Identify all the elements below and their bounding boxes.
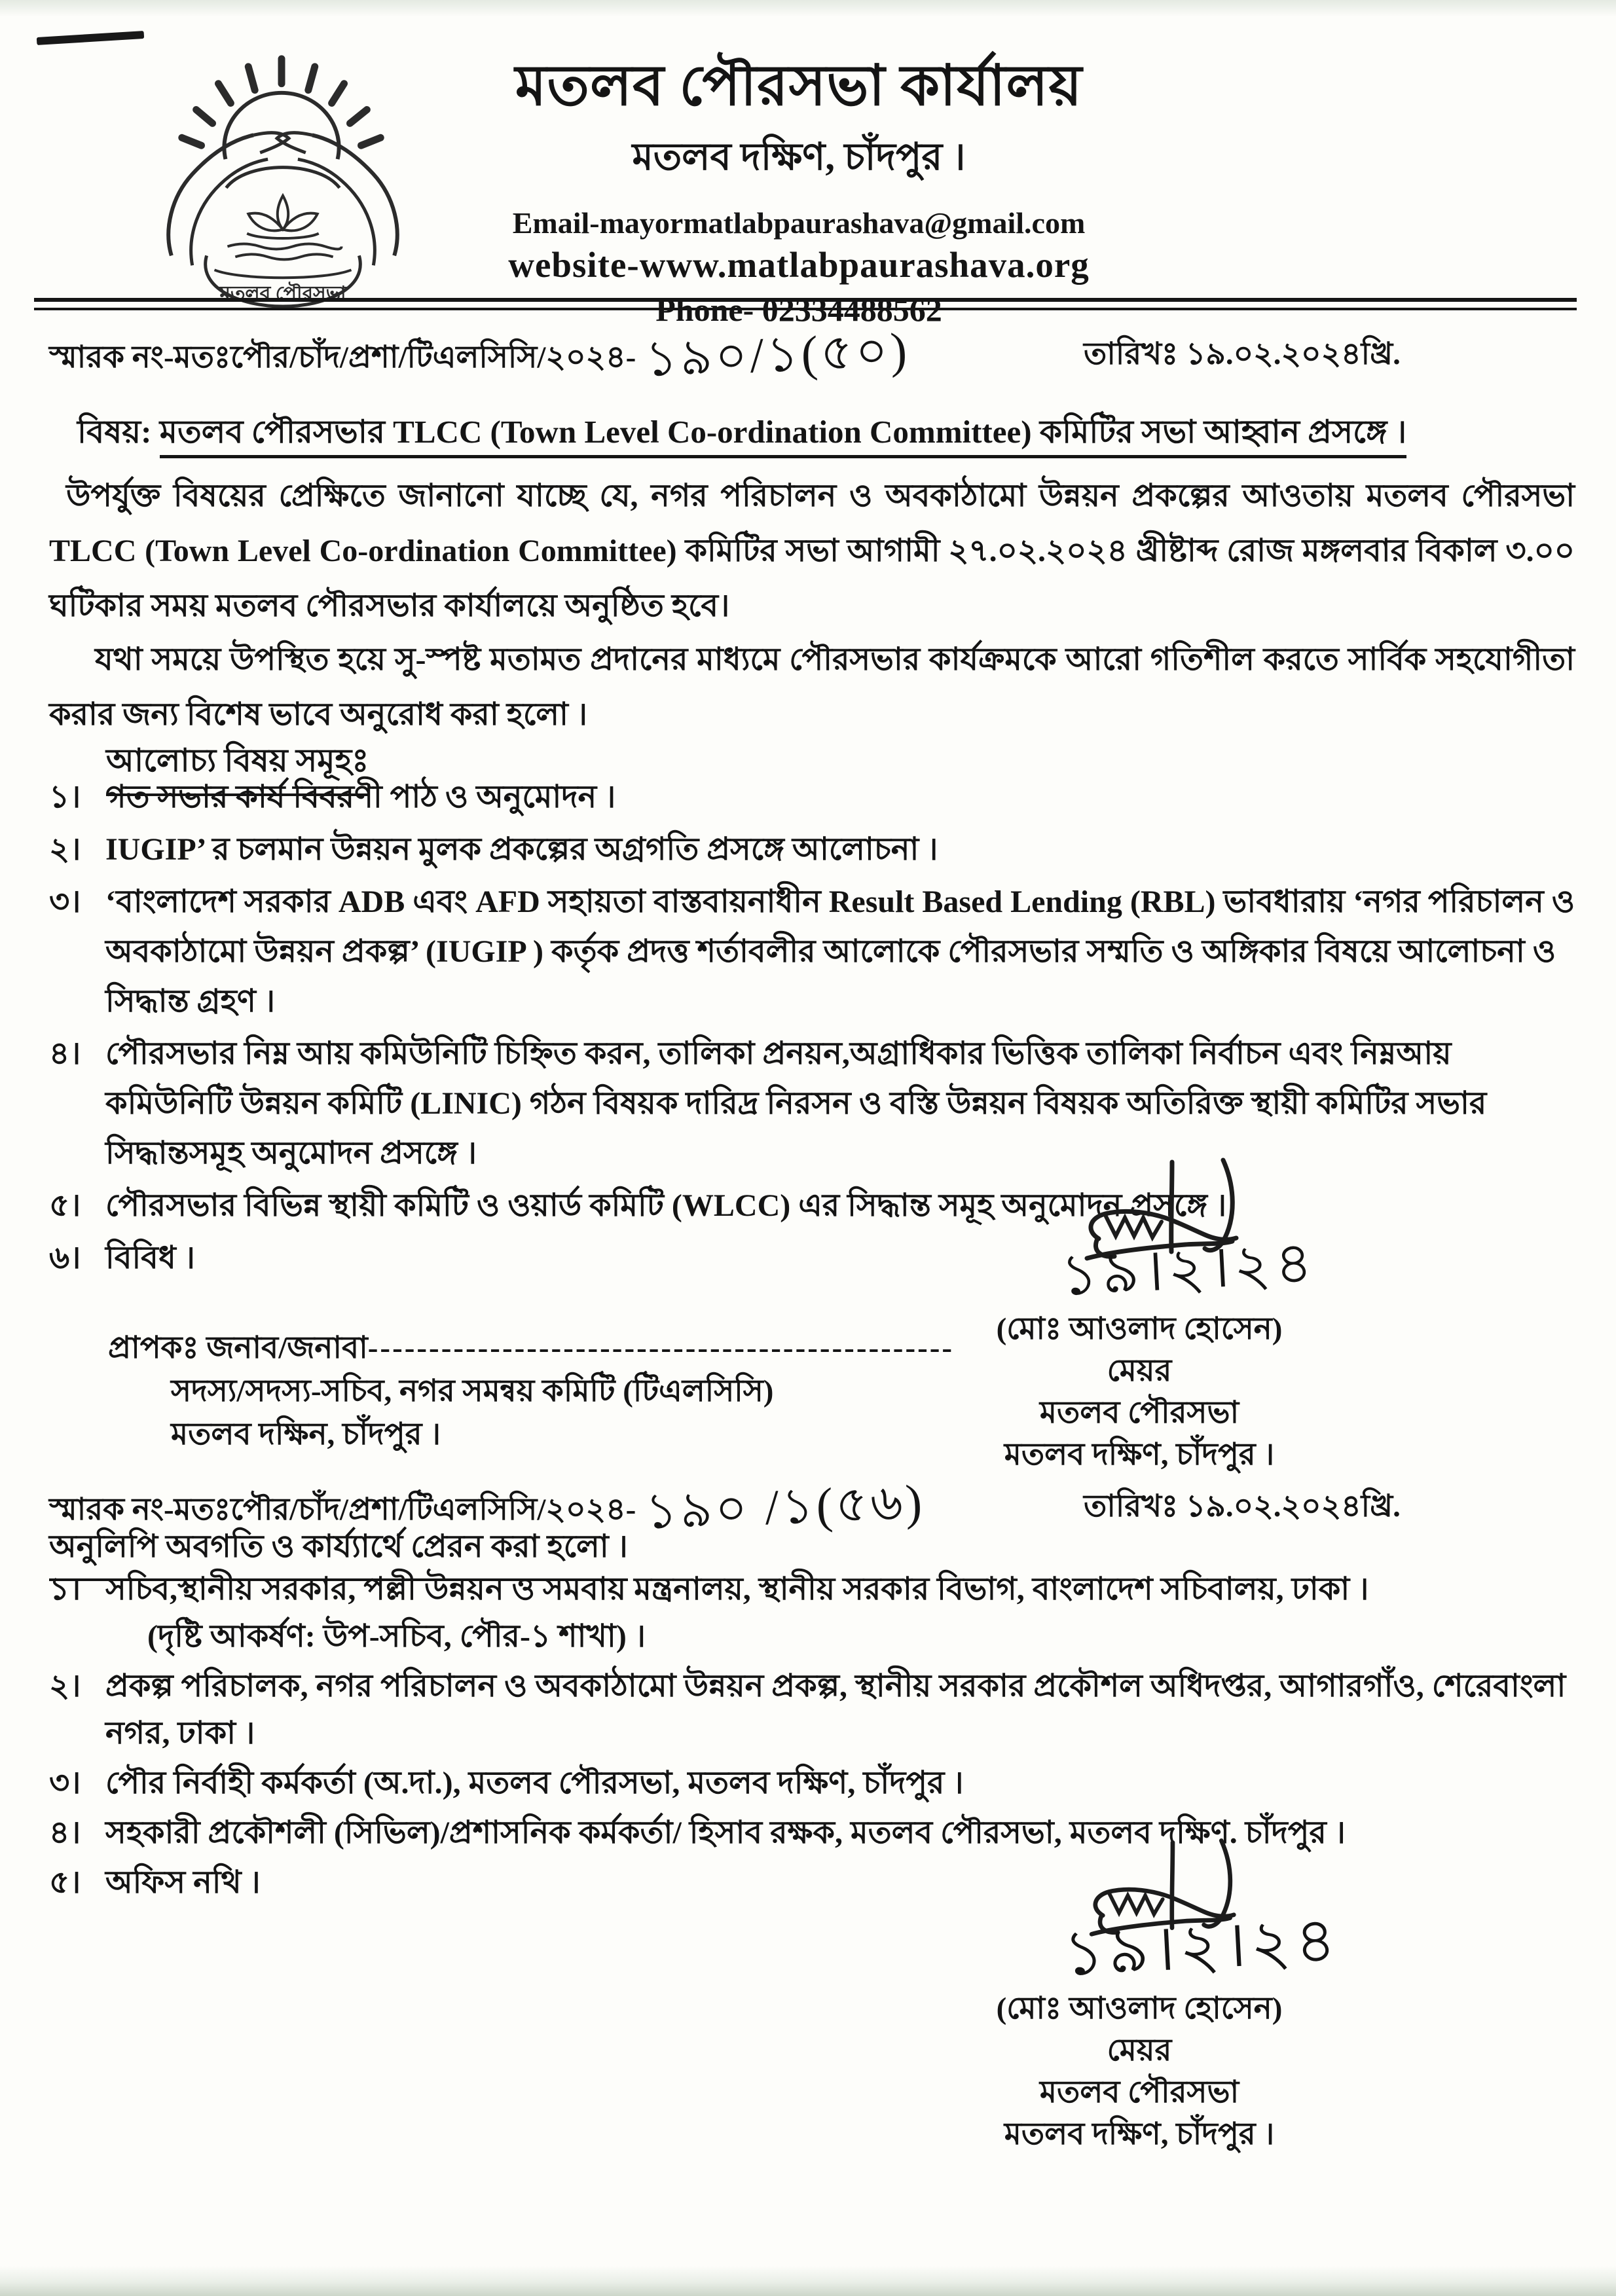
cc-item-number: ৩।	[49, 1766, 81, 1800]
agenda-item-text: IUGIP’ র চলমান উন্নয়ন মুলক প্রকল্পের অগ্রগতি প্রসঙ্গে আলোচনা ।	[105, 832, 938, 867]
signatory-place: মতলব দক্ষিণ, চাঁদপুর ।	[1004, 1438, 1275, 1472]
org-phone: Phone- 02334488562	[655, 291, 942, 328]
signature-handwritten-date: ১৯।২।২৪	[1061, 1904, 1342, 1989]
agenda-item-text: বিবিধ ।	[105, 1241, 195, 1275]
cc-item-number: ৪।	[49, 1815, 81, 1850]
mayor-signature-block-1	[936, 1152, 1342, 1476]
org-email: Email-mayormatlabpaurashava@gmail.com	[512, 206, 1086, 240]
agenda-item-text: গত সভার কার্য বিবরণী পাঠ ও অনুমোদন ।	[105, 780, 616, 814]
cc-list	[49, 1566, 1578, 1909]
cc-item-attention-note: (দৃষ্টি আকর্ষণ: উপ-সচিব, পৌর-১ শাখা) ।	[147, 1619, 646, 1654]
subject-label: বিষয়:	[77, 414, 152, 450]
header-divider-rule	[34, 298, 1577, 310]
cc-heading: অনুলিপি অবগতি ও কার্য্যার্থে প্রেরন করা হলো ।	[49, 1523, 628, 1581]
signatory-title: মেয়র	[1107, 2033, 1172, 2068]
agenda-item-text: পৌরসভার নিম্ন আয় কমিউনিটি চিহ্নিত করন, তালিকা প্রনয়ন,অগ্রাধিকার ভিত্তিক তালিকা নির্বাচন এবং নিম্নআয় কমিউনিটি উন্নয়ন কমিটি (LINIC) গঠন বিষয়ক দারিদ্র নিরসন ও বস্তি উন্নয়ন বিষয়ক অতিরিক্ত স্থায়ী কমিটির সভার সিদ্ধান্তসমূহ অনুমোদন প্রসঙ্গে ।	[105, 1036, 1487, 1171]
cc-item-number: ৫।	[49, 1865, 81, 1900]
recipient-label: প্রাপকঃ জনাব/জনাবা	[108, 1331, 368, 1365]
signatory-title: মেয়র	[1107, 1354, 1172, 1388]
agenda-item-number: ৫।	[49, 1188, 81, 1223]
recipient-line-1	[108, 1326, 954, 1370]
agenda-item	[49, 877, 1578, 1027]
cc-item	[49, 1859, 1578, 1906]
agenda-item-number: ৩।	[49, 884, 81, 919]
agenda-item	[49, 825, 1578, 875]
recipient-line-3: মতলব দক্ষিন, চাঁদপুর ।	[171, 1417, 441, 1451]
cc-item-text-main: সচিব,স্থানীয় সরকার, পল্লী উন্নয়ন ও সমবায় মন্ত্রনালয়, স্থানীয় সরকার বিভাগ, বাংলাদেশ সচিবালয়, ঢাকা ।	[105, 1572, 1369, 1607]
letterhead	[340, 55, 1257, 329]
memo1-handwritten-number: ১৯০/১(৫০)	[644, 322, 911, 388]
memo1-date: তারিখঃ ১৯.০২.২০২৪খ্রি.	[1084, 337, 1401, 371]
emblem-caption: মতলব পৌরসভা	[219, 283, 346, 305]
agenda-item-text: পৌরসভার বিভিন্ন স্থায়ী কমিটি ও ওয়ার্ড কমিটি (WLCC) এর সিদ্ধান্ত সমূহ অনুমোদন প্রসঙ্গে ।	[105, 1188, 1227, 1223]
signatory-name: (মোঃ আওলাদ হোসেন)	[996, 1992, 1283, 2026]
org-address: মতলব দক্ষিণ, চাঁদপুর ।	[632, 135, 966, 178]
signatory-org: মতলব পৌরসভা	[1039, 1396, 1240, 1430]
cc-item-text: পৌর নির্বাহী কর্মকর্তা (অ.দা.), মতলব পৌরসভা, মতলব দক্ষিণ, চাঁদপুর ।	[105, 1766, 964, 1800]
agenda-item-number: ২।	[49, 832, 81, 867]
agenda-item-number: ৬।	[49, 1241, 81, 1275]
scan-edge-bottom	[0, 2266, 1616, 2296]
cc-item-text	[105, 1566, 1578, 1660]
agenda-item	[49, 773, 1578, 822]
memo1-label: স্মারক নং-মতঃপৌর/চাঁদ/প্রশা/টিএলসিসি/২০২৪-	[49, 340, 636, 374]
agenda-item-text: ‘বাংলাদেশ সরকার ADB এবং AFD সহায়তা বাস্তবায়নাধীন Result Based Lending (RBL) ভাবধারায় ‘নগর পরিচালন ও অবকাঠামো উন্নয়ন প্রকল্প’ (IUGIP ) কর্তৃক প্রদত্ত শর্তাবলীর আলোকে পৌরসভার সম্মতি ও অঙ্গিকার বিষয়ে আলোচনা ও সিদ্ধান্ত গ্রহণ ।	[105, 884, 1575, 1019]
cc-item-text: অফিস নথি ।	[105, 1865, 261, 1900]
agenda-item	[49, 1029, 1578, 1178]
agenda-item	[49, 1233, 1578, 1283]
cc-item	[49, 1663, 1578, 1757]
org-website: website-www.matlabpaurashava.org	[508, 244, 1090, 285]
body-paragraph-1: উপর্যুক্ত বিষয়ের প্রেক্ষিতে জানানো যাচ্ছে যে, নগর পরিচালন ও অবকাঠামো উন্নয়ন প্রকল্পের আওতায় মতলব পৌরসভা TLCC (Town Level Co-ordination Committee) কমিটির সভা আগামী ২৭.০২.২০২৪ খ্রীষ্টাব্দ রোজ মঙ্গলবার বিকাল ৩.০০ ঘটিকার সময় মতলব পৌরসভার কার্যালয়ে অনুষ্ঠিত হবে।	[49, 479, 1575, 623]
signatory-org: মতলব পৌরসভা	[1039, 2075, 1240, 2109]
cc-item	[49, 1760, 1578, 1807]
recipient-blank-dashes: ------------------------------------------------	[367, 1331, 955, 1365]
agenda-item	[49, 1181, 1578, 1231]
subject-text: মতলব পৌরসভার TLCC (Town Level Co-ordination Committee) কমিটির সভা আহ্বান প্রসঙ্গে ।	[160, 414, 1406, 458]
cc-item-number: ২।	[49, 1669, 81, 1704]
cc-item-text: সহকারী প্রকৌশলী (সিভিল)/প্রশাসনিক কর্মকর্তা/ হিসাব রক্ষক, মতলব পৌরসভা, মতলব দক্ষিণ. চাঁদপুর ।	[105, 1815, 1346, 1850]
recipient-line-2: সদস্য/সদস্য-সচিব, নগর সমন্বয় কমিটি (টিএলসিসি)	[171, 1374, 774, 1408]
cc-item	[49, 1566, 1578, 1660]
agenda-item-number: ৪।	[49, 1036, 81, 1071]
memo-number-row-1	[49, 322, 1575, 388]
subject-row	[77, 407, 1564, 461]
recipient-block	[108, 1326, 954, 1456]
pen-corner-mark	[37, 31, 144, 45]
memo2-handwritten-number: ১৯০ /১(৫৬)	[644, 1474, 926, 1540]
org-name: মতলব পৌরসভা কার্যালয়	[515, 54, 1083, 117]
scan-edge-top	[0, 0, 1616, 17]
cc-item-number: ১।	[49, 1572, 81, 1607]
mayor-signature-block-2	[936, 1833, 1342, 2155]
cc-item	[49, 1810, 1578, 1857]
memo2-date: তারিখঃ ১৯.০২.২০২৪খ্রি.	[1084, 1489, 1401, 1523]
memo2-label: স্মারক নং-মতঃপৌর/চাঁদ/প্রশা/টিএলসিসি/২০২৪-	[49, 1493, 636, 1527]
agenda-heading: আলোচ্য বিষয় সমূহঃ	[106, 736, 369, 796]
signatory-name: (মোঃ আওলাদ হোসেন)	[996, 1312, 1283, 1346]
agenda-item-number: ১।	[49, 780, 81, 814]
signature-handwritten-date: ১৯।২।২৪	[1059, 1231, 1318, 1309]
body-paragraph-2: যথা সময়ে উপস্থিত হয়ে সু-স্পষ্ট মতামত প্রদানের মাধ্যমে পৌরসভার কার্যক্রমকে আরো গতিশীল করতে সার্বিক সহযোগীতা করার জন্য বিশেষ ভাবে অনুরোধ করা হলো ।	[49, 642, 1575, 732]
cc-item-text: প্রকল্প পরিচালক, নগর পরিচালন ও অবকাঠামো উন্নয়ন প্রকল্প, স্থানীয় সরকার প্রকৌশল অধিদপ্তর, আগারগাঁও, শেরেবাংলা নগর, ঢাকা ।	[105, 1669, 1566, 1751]
signatory-place: মতলব দক্ষিণ, চাঁদপুর ।	[1004, 2117, 1275, 2151]
agenda-list	[49, 773, 1578, 1286]
